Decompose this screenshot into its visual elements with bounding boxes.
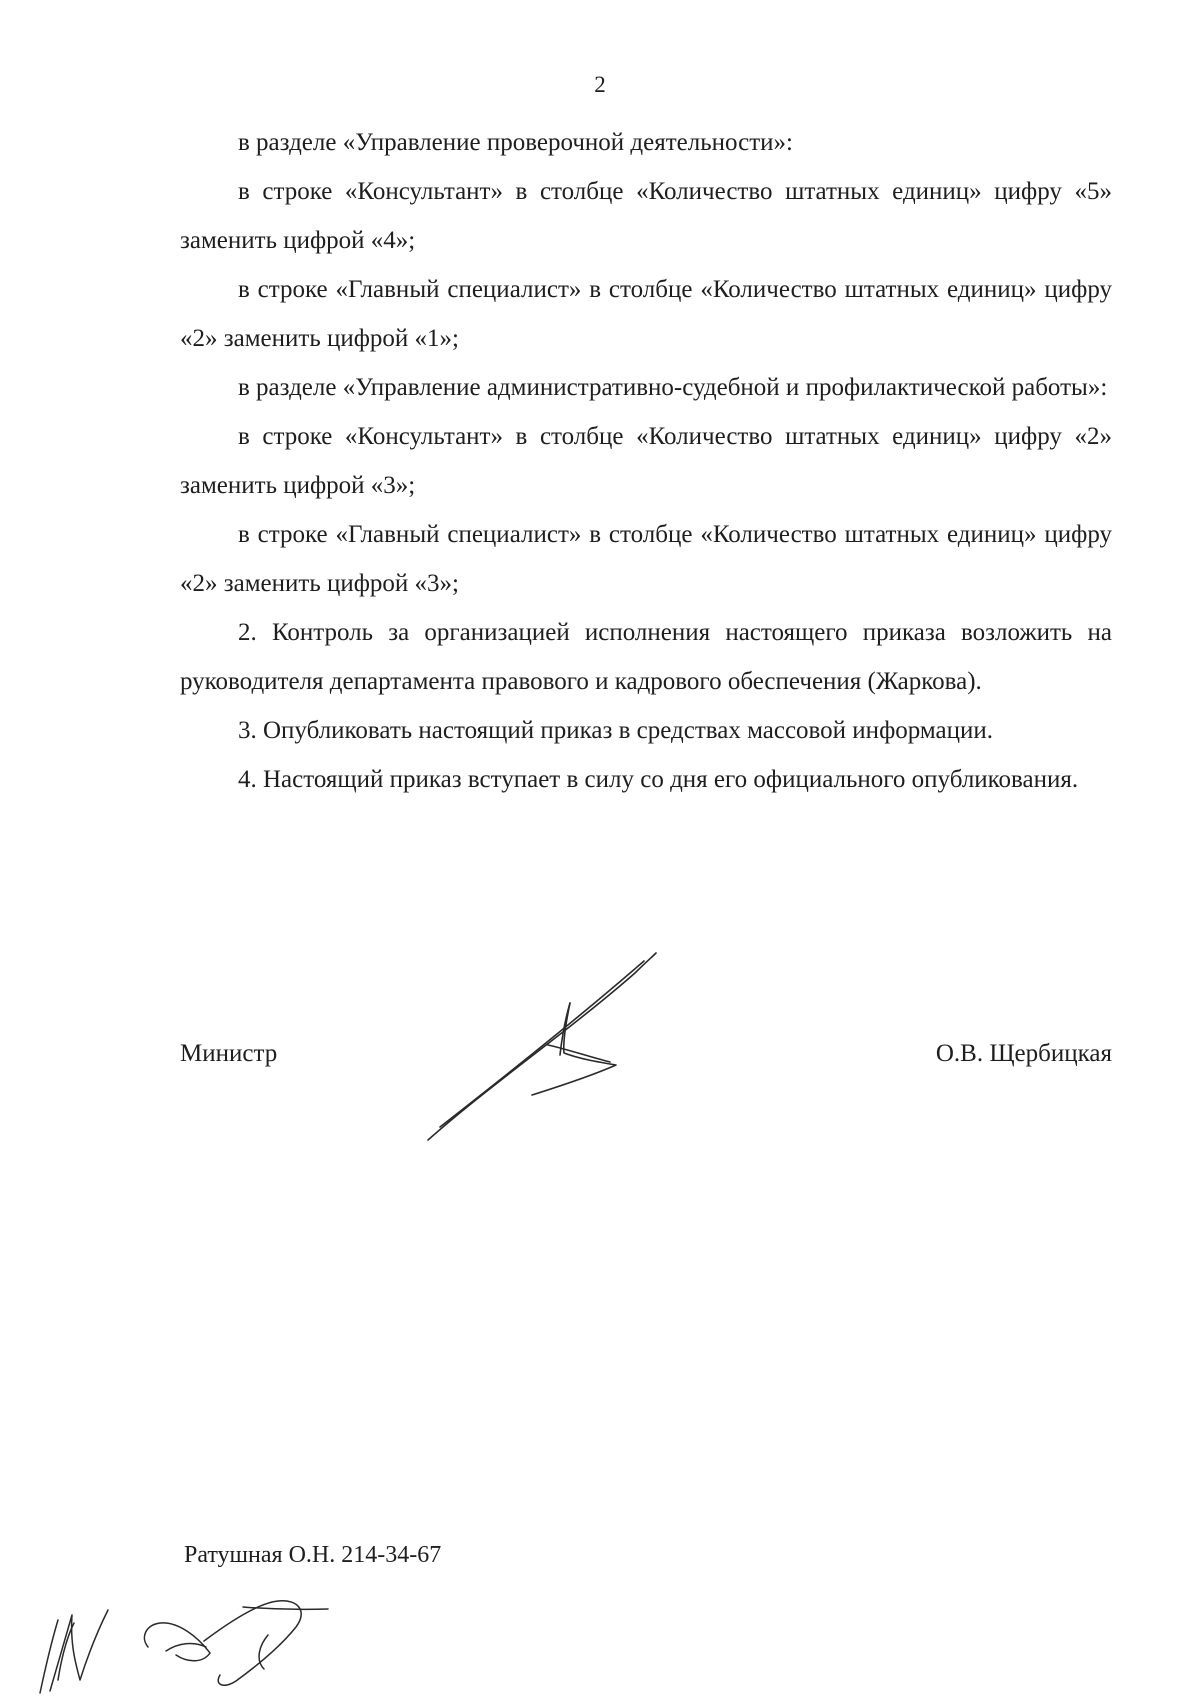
- signature-block: [180, 1040, 1112, 1080]
- signatory-title: Министр: [180, 1040, 278, 1067]
- paragraph: 4. Настоящий приказ вступает в силу со дня его официального опубликования.: [238, 766, 1079, 793]
- paragraph: в строке «Консультант» в столбце «Количество штатных единиц» цифру «2» заменить цифрой «3»;: [180, 423, 1112, 499]
- handwritten-initials: [28, 1585, 348, 1697]
- paragraph: в строке «Главный специалист» в столбце «Количество штатных единиц» цифру «2» заменить цифрой «1»;: [180, 276, 1112, 352]
- signatory-name: О.В. Щербицкая: [935, 1040, 1112, 1067]
- paragraph: в строке «Консультант» в столбце «Количество штатных единиц» цифру «5» заменить цифрой «4»;: [180, 178, 1112, 254]
- document-body: [180, 118, 1112, 804]
- page-number: 2: [594, 72, 606, 97]
- paragraph: в разделе «Управление административно-судебной и профилактической работы»:: [238, 374, 1108, 401]
- paragraph: в разделе «Управление проверочной деятельности»:: [238, 129, 793, 156]
- paragraph: в строке «Главный специалист» в столбце «Количество штатных единиц» цифру «2» заменить цифрой «3»;: [180, 521, 1112, 597]
- paragraph: 3. Опубликовать настоящий приказ в средствах массовой информации.: [238, 717, 994, 744]
- executor-line: Ратушная О.Н. 214-34-67: [184, 1542, 442, 1568]
- paragraph: 2. Контроль за организацией исполнения настоящего приказа возложить на руководителя департамента правового и кадрового обеспечения (Жаркова).: [180, 619, 1112, 695]
